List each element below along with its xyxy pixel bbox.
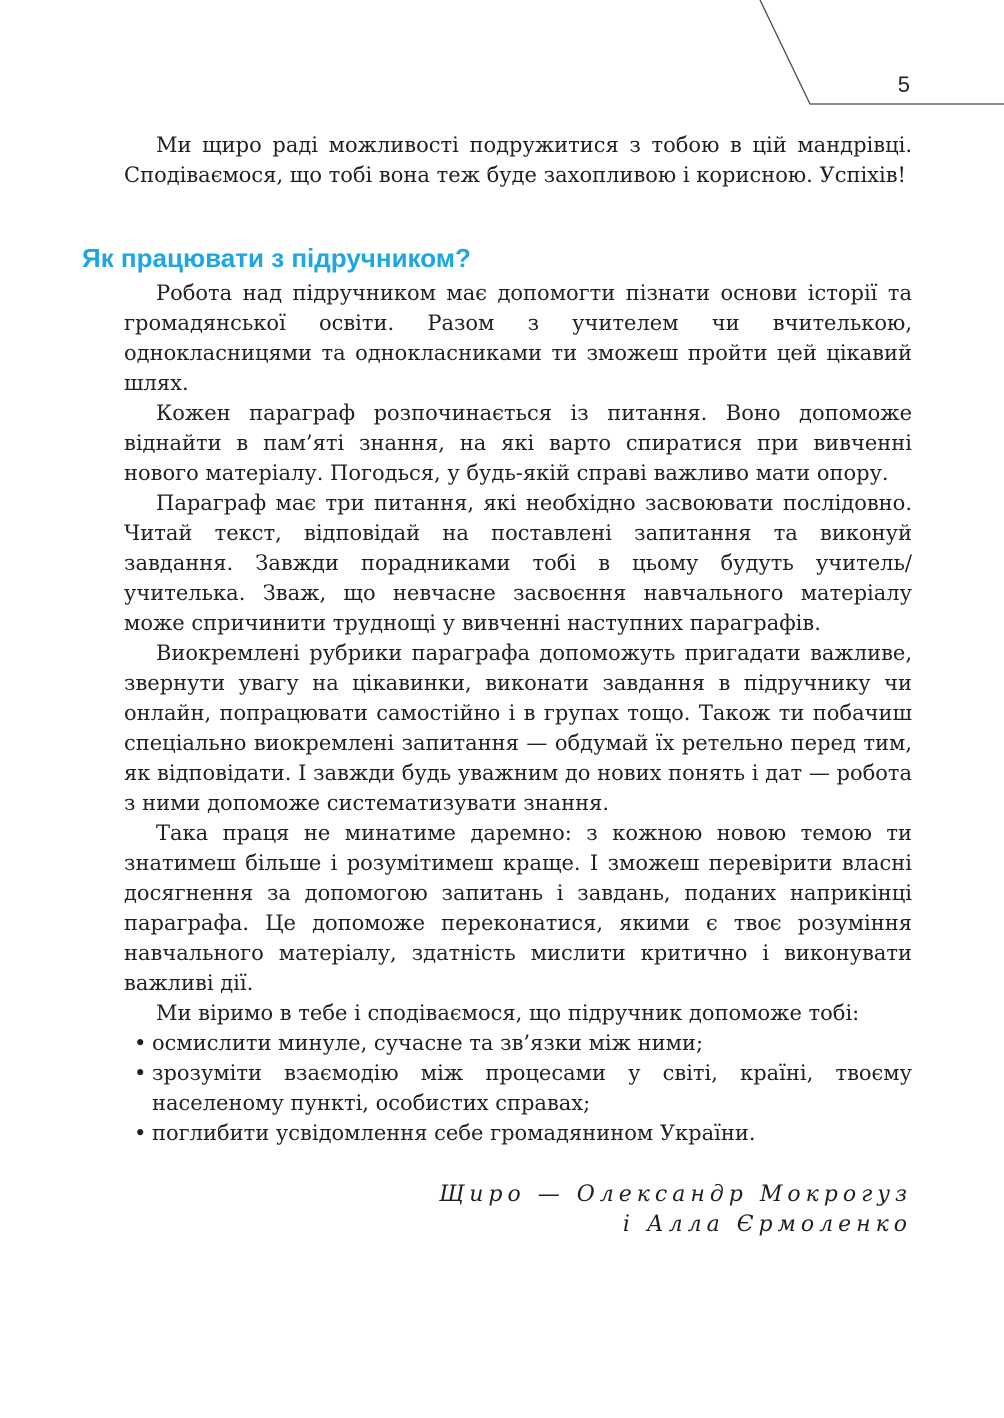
section-heading: Як працювати з підручником? (82, 243, 471, 273)
intro-paragraph: Ми щиро раді можливості подружитися з тобою в цій мандрівці. Сподіваємося, що тобі вона теж буде захопливою і корисною. Успіхів! (124, 133, 912, 187)
body-paragraph: Виокремлені рубрики параграфа допоможуть пригадати важливе, звернути увагу на цікавинки, виконати завдання в підручнику чи онлайн, попрацювати самостійно і в групах тощо. Також ти побачиш спеціально виокремлені запитання — обдумай їх ретельно перед тим, як відповідати. І завжди будь уважним до нових понять і дат — робота з ними допоможе систематизувати знання. (124, 641, 913, 815)
body-paragraph: Ми віримо в тебе і сподіваємося, що підручник допоможе тобі: (156, 1001, 860, 1025)
list-item: • осмислити минуле, сучасне та зв’язки між ними; (124, 1028, 912, 1058)
body-paragraph: Така праця не минатиме даремно: з кожною новою темою ти знатимеш більше і розумітимеш краще. І зможеш перевірити власні досягнення за допомогою запитань і завдань, поданих наприкінці параграфа. Це допоможе переконатися, якими є твоє розуміння навчального матеріалу, здатність мислити критично і виконувати важливі дії. (124, 821, 912, 995)
body-paragraph: Кожен параграф розпочинається із питання. Воно допоможе віднайти в пам’яті знання, на які варто спиратися при вивченні нового матеріалу. Погодься, у будь-якій справі важливо мати опору. (124, 401, 912, 485)
signature (439, 1180, 912, 1240)
page-number: 5 (897, 72, 910, 97)
body-paragraph: Параграф має три питання, які необхідно засвоювати послідовно. Читай текст, відповідай на поставлені запитання та виконуй завдання. Завжди порадниками тобі в цьому будуть учитель/ учителька. Зваж, що невчасне засвоєння навчального матеріалу може спричинити труднощі у вивченні наступних параграфів. (124, 491, 912, 635)
list-item: • зрозуміти взаємодію між процесами у світі, країні, твоєму населеному пункті, особистих справах; (124, 1058, 912, 1118)
body-paragraph: Робота над підручником має допомогти пізнати основи історії та громадянської освіти. Разом з учителем чи вчителькою, однокласницями та однокласниками ти зможеш пройти цей цікавий шлях. (124, 281, 912, 395)
signature-line: Щиро — Олександр Мокрогуз (439, 1182, 912, 1207)
signature-line: і Алла Єрмоленко (622, 1212, 912, 1237)
section-body (124, 278, 912, 1148)
goals-list (124, 1028, 912, 1148)
corner-decoration (0, 0, 1004, 120)
list-item: • поглибити усвідомлення себе громадянином України. (124, 1118, 912, 1148)
intro-block (124, 130, 912, 190)
